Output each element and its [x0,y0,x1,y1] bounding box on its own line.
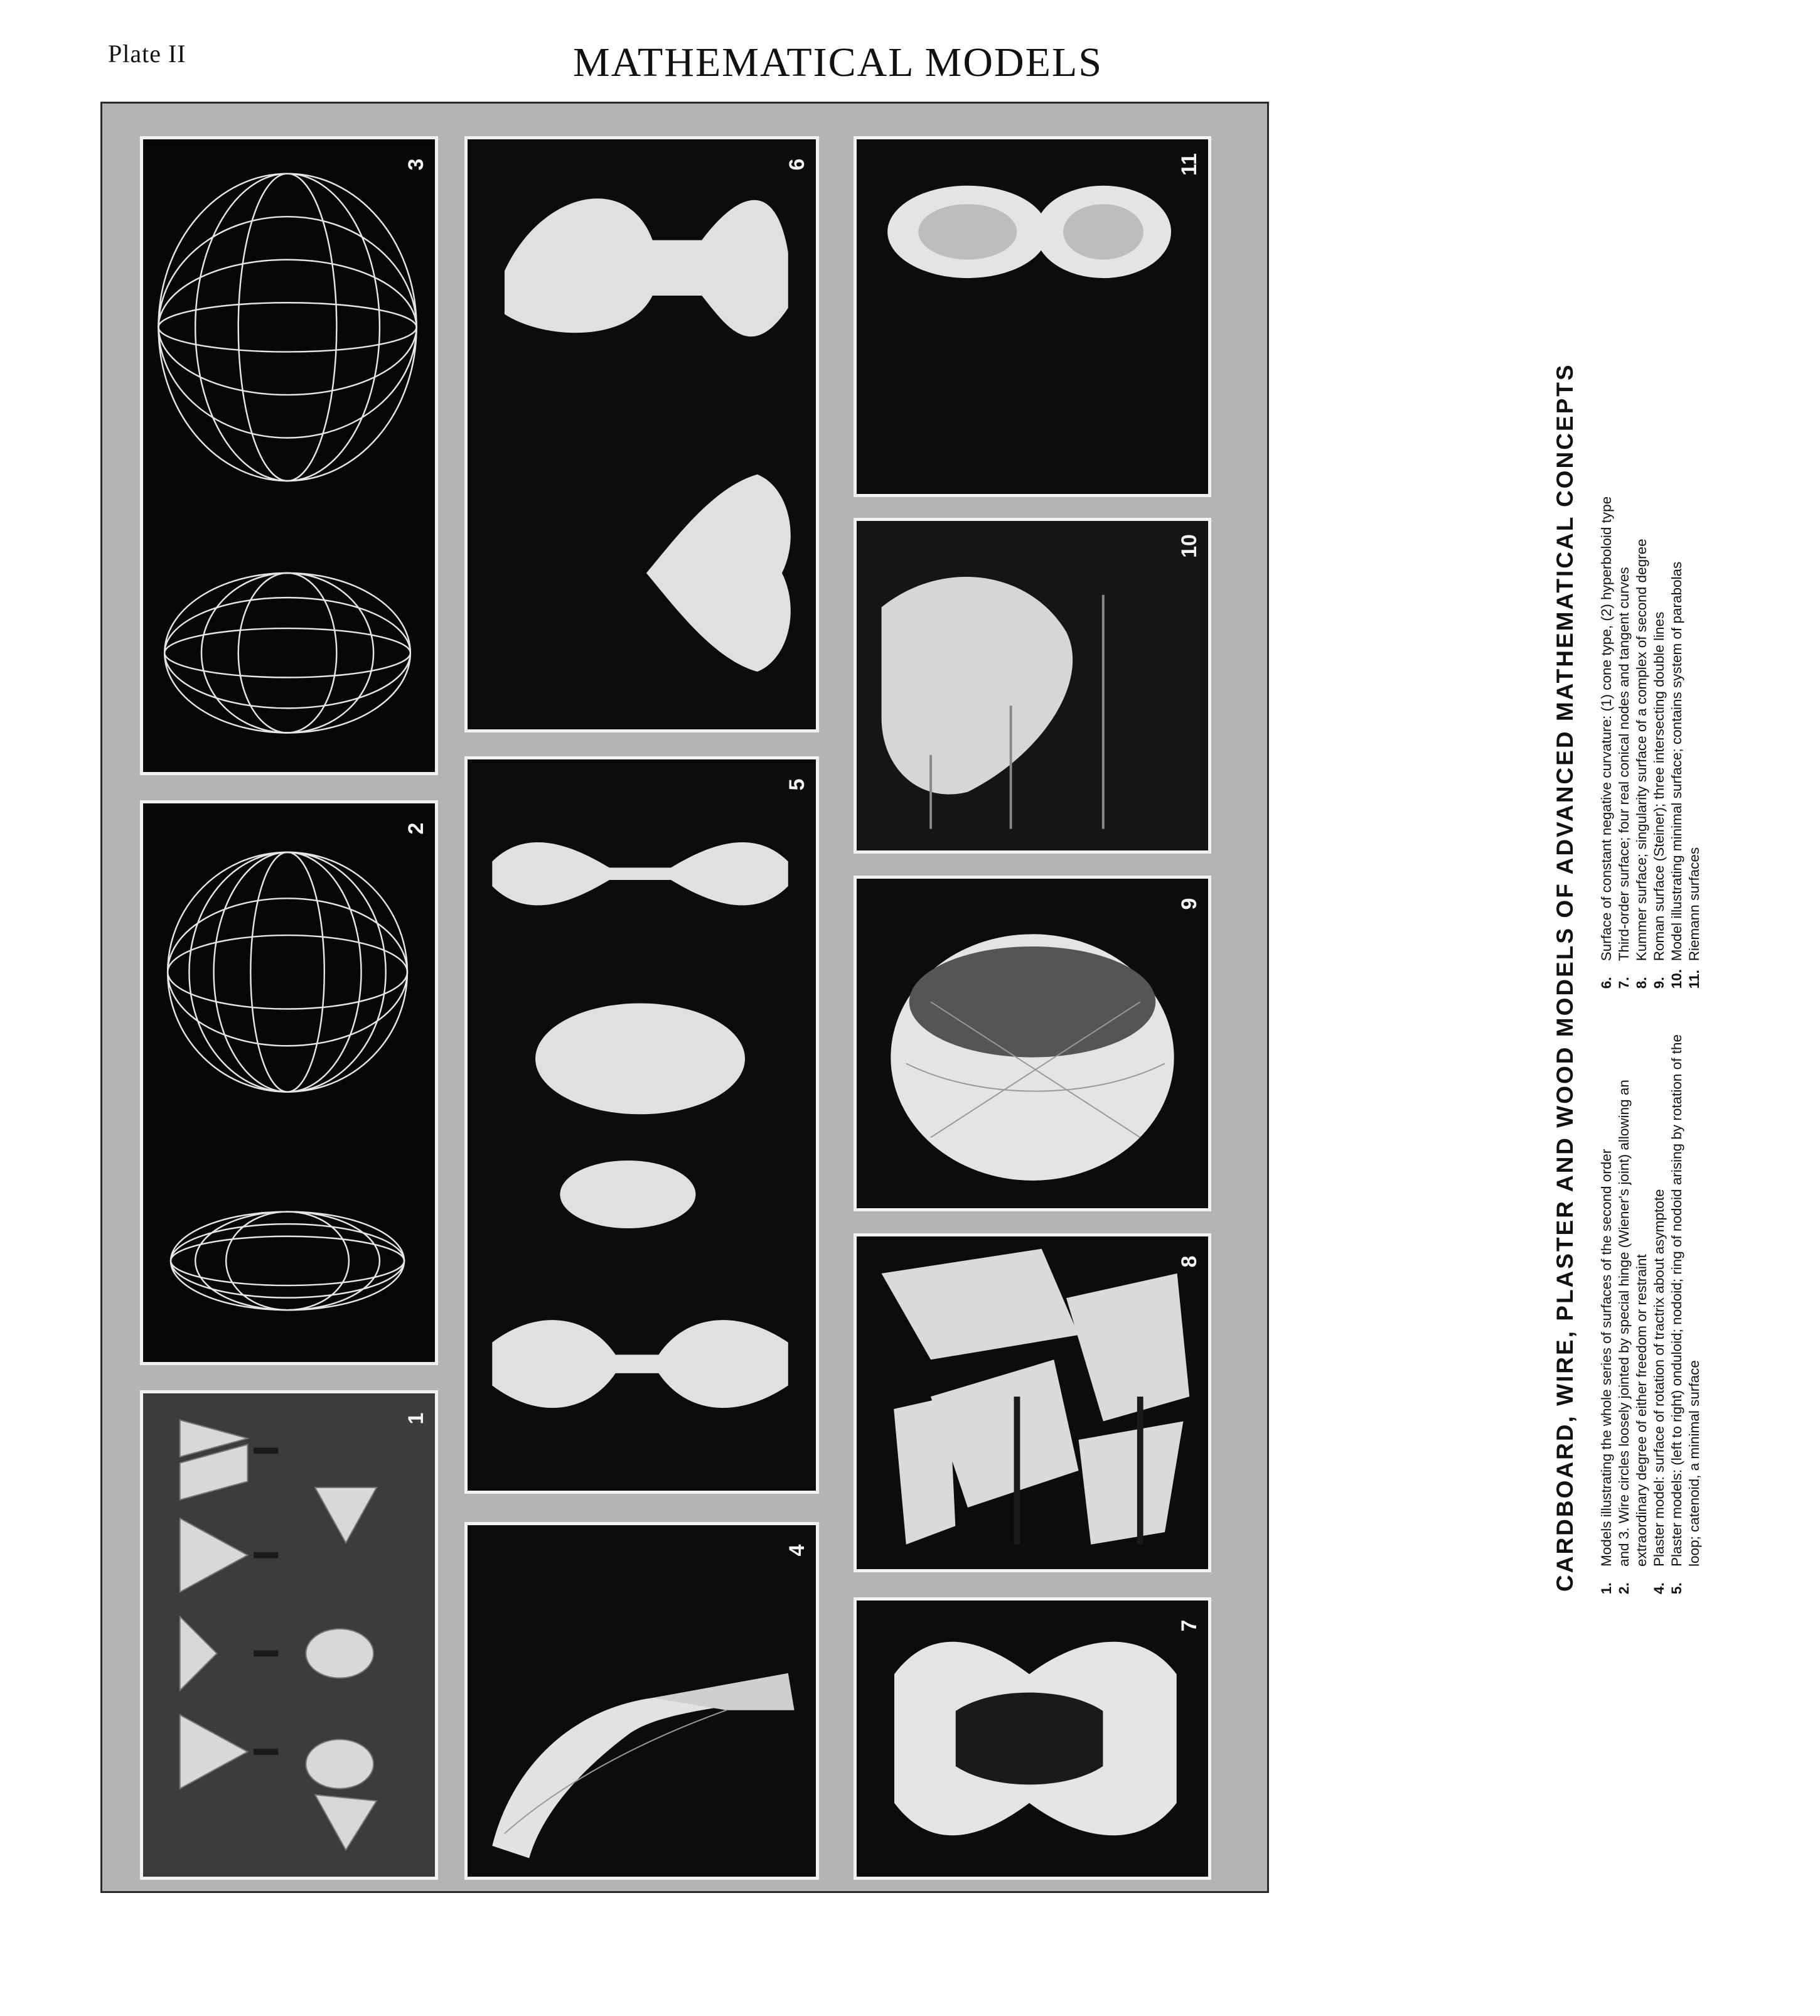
photo-1 [140,1390,438,1880]
photo-7 [854,1597,1211,1880]
minimal-surface-image [857,521,1208,850]
caption-entry: 1. Models illustrating the whole series of surfaces of the second order [1598,1149,1614,1594]
wire-ellipsoid-image [143,139,435,772]
caption-right-column [1598,452,1703,989]
photo-11 [854,136,1211,497]
photo-2 [140,800,438,1365]
photo-number: 7 [1177,1619,1201,1632]
photo-8 [854,1233,1211,1572]
caption-entry: 9. Roman surface (Steiner); three intersecting double lines [1651,611,1667,989]
photo-number: 4 [785,1544,809,1557]
photo-number: 5 [785,778,809,791]
wire-circles-image [143,803,435,1362]
caption-title: CARDBOARD, WIRE, PLASTER AND WOOD MODELS OF ADVANCED MATHEMATICAL CONCEPTS [1552,363,1578,1592]
caption-entry: 7. Third-order surface; four real conical nodes and tangent curves [1616,567,1632,989]
photo-9 [854,876,1211,1211]
photo-number: 8 [1177,1255,1201,1268]
photo-number: 11 [1177,153,1201,176]
caption-entry: 11. Riemann surfaces [1686,847,1702,989]
caption-entry: 5. Plaster models: (left to right) onduloid; nodoid; ring of nodoid arising by rotation of the loop; catenoid, a minimal surface [1669,1034,1702,1594]
caption-entry: 8. Kummer surface; singularity surface of a complex of second degree [1634,539,1649,989]
photo-number: 10 [1177,534,1201,558]
caption [1550,363,1820,1594]
photo-number: 1 [404,1412,428,1425]
caption-entry: 6. Surface of constant negative curvature: (1) cone type, (2) hyperboloid type [1598,496,1614,989]
tractrix-surface-image [468,1525,816,1877]
plate-label: Plate II [108,40,186,68]
caption-entry: 10. Model illustrating minimal surface; contains system of parabolas [1669,561,1684,989]
photo-6 [464,136,819,732]
caption-entry: 4. Plaster model: surface of rotation of tractrix about asymptote [1651,1189,1667,1594]
photo-number: 9 [1177,898,1201,910]
kummer-surface-image [857,1236,1208,1569]
photo-number: 3 [404,158,428,171]
photo-number: 6 [785,158,809,171]
negative-curvature-image [468,139,816,729]
photo-5 [464,756,819,1494]
plate-frame [100,102,1269,1893]
roman-surface-image [857,879,1208,1208]
plaster-models-image [468,759,816,1491]
photo-number: 2 [404,822,428,835]
page-title: MATHEMATICAL MODELS [572,40,1103,85]
caption-entry: 2. and 3. Wire circles loosely jointed by special hinge (Wiener's joint) allowing an extraordinary degree of either freedom or restraint [1616,1080,1649,1594]
cardboard-models-image [143,1393,435,1877]
riemann-surfaces-image [857,139,1208,494]
caption-left-column [1598,1007,1703,1594]
photo-3 [140,136,438,775]
photo-4 [464,1522,819,1880]
third-order-surface-image [857,1600,1208,1877]
photo-10 [854,518,1211,854]
